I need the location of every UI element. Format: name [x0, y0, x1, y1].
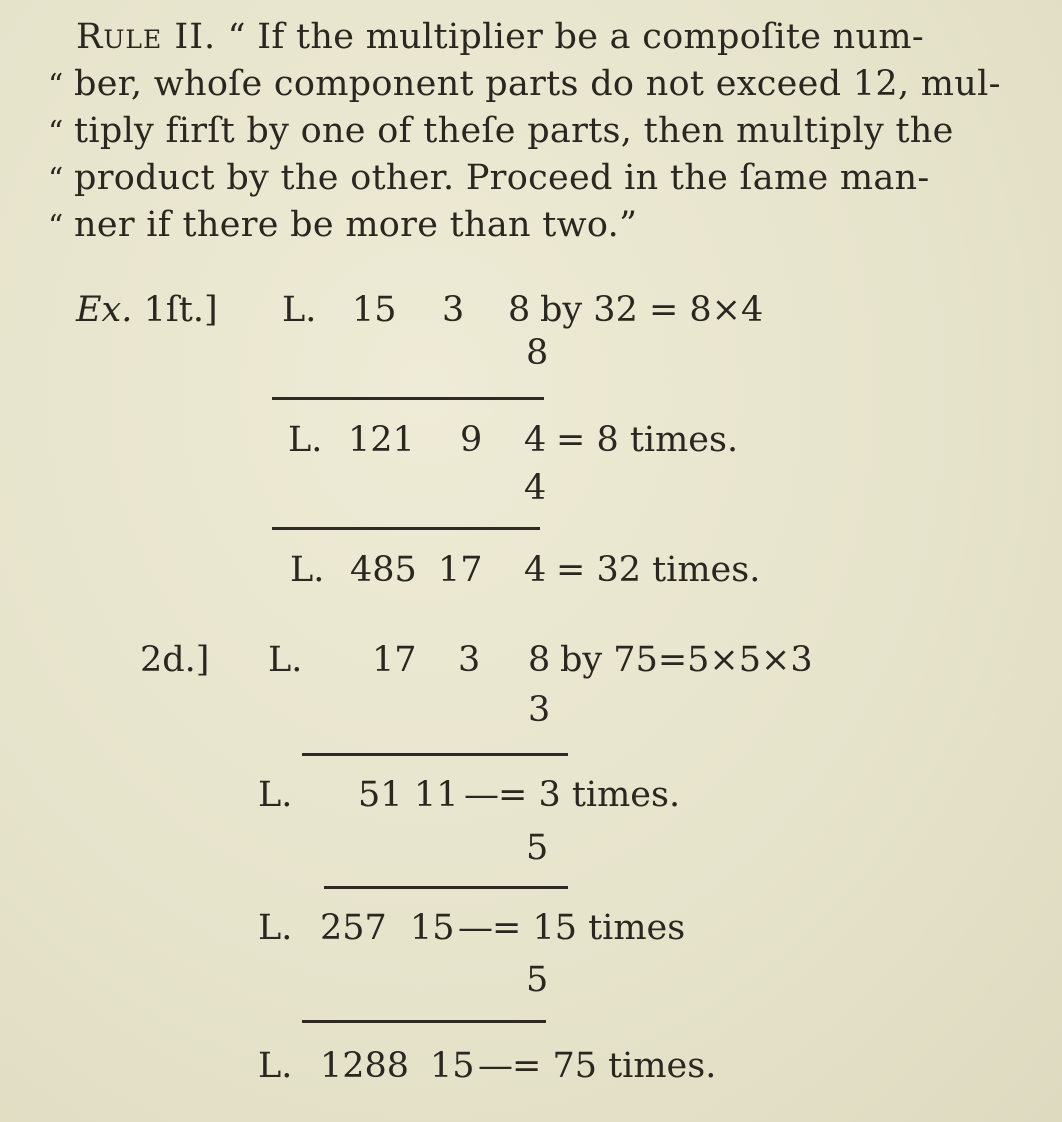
sum-rule-line [302, 753, 568, 756]
multiplier: 5 [526, 960, 549, 1000]
multiplier: 4 [524, 468, 547, 508]
currency-label: L. [258, 908, 293, 948]
shillings-value: 15 [430, 1046, 475, 1086]
currency-label: L. [282, 290, 317, 330]
rule-text-5: ner if there be more than two.” [74, 205, 638, 245]
example2-line1 [268, 640, 813, 680]
pence-value: — [458, 908, 493, 948]
example-number: 1ſt.] [143, 290, 218, 330]
multiplier: 5 [526, 828, 549, 868]
sum-rule-line [272, 527, 540, 530]
example2-label [140, 640, 209, 680]
pounds-value: 257 [320, 908, 387, 948]
calculation-note: by 32 = 8×4 [540, 290, 764, 330]
pounds-value: 1288 [320, 1046, 410, 1086]
pence-value: 8 [508, 290, 531, 330]
rule-paragraph [48, 14, 1028, 249]
calculation-note: = 3 times. [498, 775, 681, 815]
example2-line4 [258, 1046, 716, 1086]
currency-label: L. [288, 420, 323, 460]
calculation-note: = 8 times. [556, 420, 739, 460]
multiplier: 3 [528, 690, 551, 730]
sum-rule-line [272, 397, 544, 400]
rule-line-5 [48, 202, 1028, 249]
currency-label: L. [290, 550, 325, 590]
shillings-value: 3 [442, 290, 465, 330]
example1-line3 [290, 550, 760, 590]
example1-line1 [76, 290, 218, 330]
rule-line-1 [48, 14, 1028, 61]
shillings-value: 3 [458, 640, 481, 680]
rule-text-3: tiply firſt by one of theſe parts, then multiply the [74, 111, 954, 151]
quote-mark: “ [48, 209, 64, 244]
currency-label: L. [258, 1046, 293, 1086]
pounds-value: 485 [350, 550, 417, 590]
calculation-note: = 15 times [492, 908, 686, 948]
shillings-value: 11 [414, 775, 459, 815]
pence-value: — [464, 775, 499, 815]
example1-line1-values [282, 290, 763, 330]
calculation-note: by 75=5×5×3 [560, 640, 813, 680]
multiplier: 8 [526, 333, 549, 373]
pounds-value: 121 [348, 420, 415, 460]
pence-value: 8 [528, 640, 551, 680]
pence-value: — [478, 1046, 513, 1086]
quote-mark: “ [48, 162, 64, 197]
currency-label: L. [268, 640, 303, 680]
example2-line2 [258, 775, 680, 815]
example-number: 2d.] [140, 640, 210, 680]
rule-text-4: product by the other. Proceed in the ſame man- [74, 158, 930, 198]
quote-mark: “ [48, 68, 64, 103]
example1-line2 [288, 420, 738, 460]
calculation-note: = 32 times. [556, 550, 761, 590]
rule-text-1: “ If the multiplier be a compoſite num- [227, 17, 924, 57]
pence-value: 4 [524, 420, 547, 460]
shillings-value: 9 [460, 420, 483, 460]
rule-line-2 [48, 61, 1028, 108]
pence-value: 4 [524, 550, 547, 590]
rule-heading: Rule II. [76, 17, 217, 57]
sum-rule-line [324, 886, 568, 889]
sum-rule-line [302, 1020, 546, 1023]
example-label: Ex. [76, 290, 133, 330]
calculation-note: = 75 times. [512, 1046, 717, 1086]
rule-line-4 [48, 155, 1028, 202]
example2-line3 [258, 908, 685, 948]
currency-label: L. [258, 775, 293, 815]
shillings-value: 17 [438, 550, 483, 590]
rule-line-3 [48, 108, 1028, 155]
pounds-value: 51 [358, 775, 403, 815]
pounds-value: 17 [372, 640, 417, 680]
rule-text-2: ber, whoſe component parts do not exceed 12, mul- [74, 64, 1001, 104]
quote-mark: “ [48, 115, 64, 150]
shillings-value: 15 [410, 908, 455, 948]
pounds-value: 15 [352, 290, 397, 330]
